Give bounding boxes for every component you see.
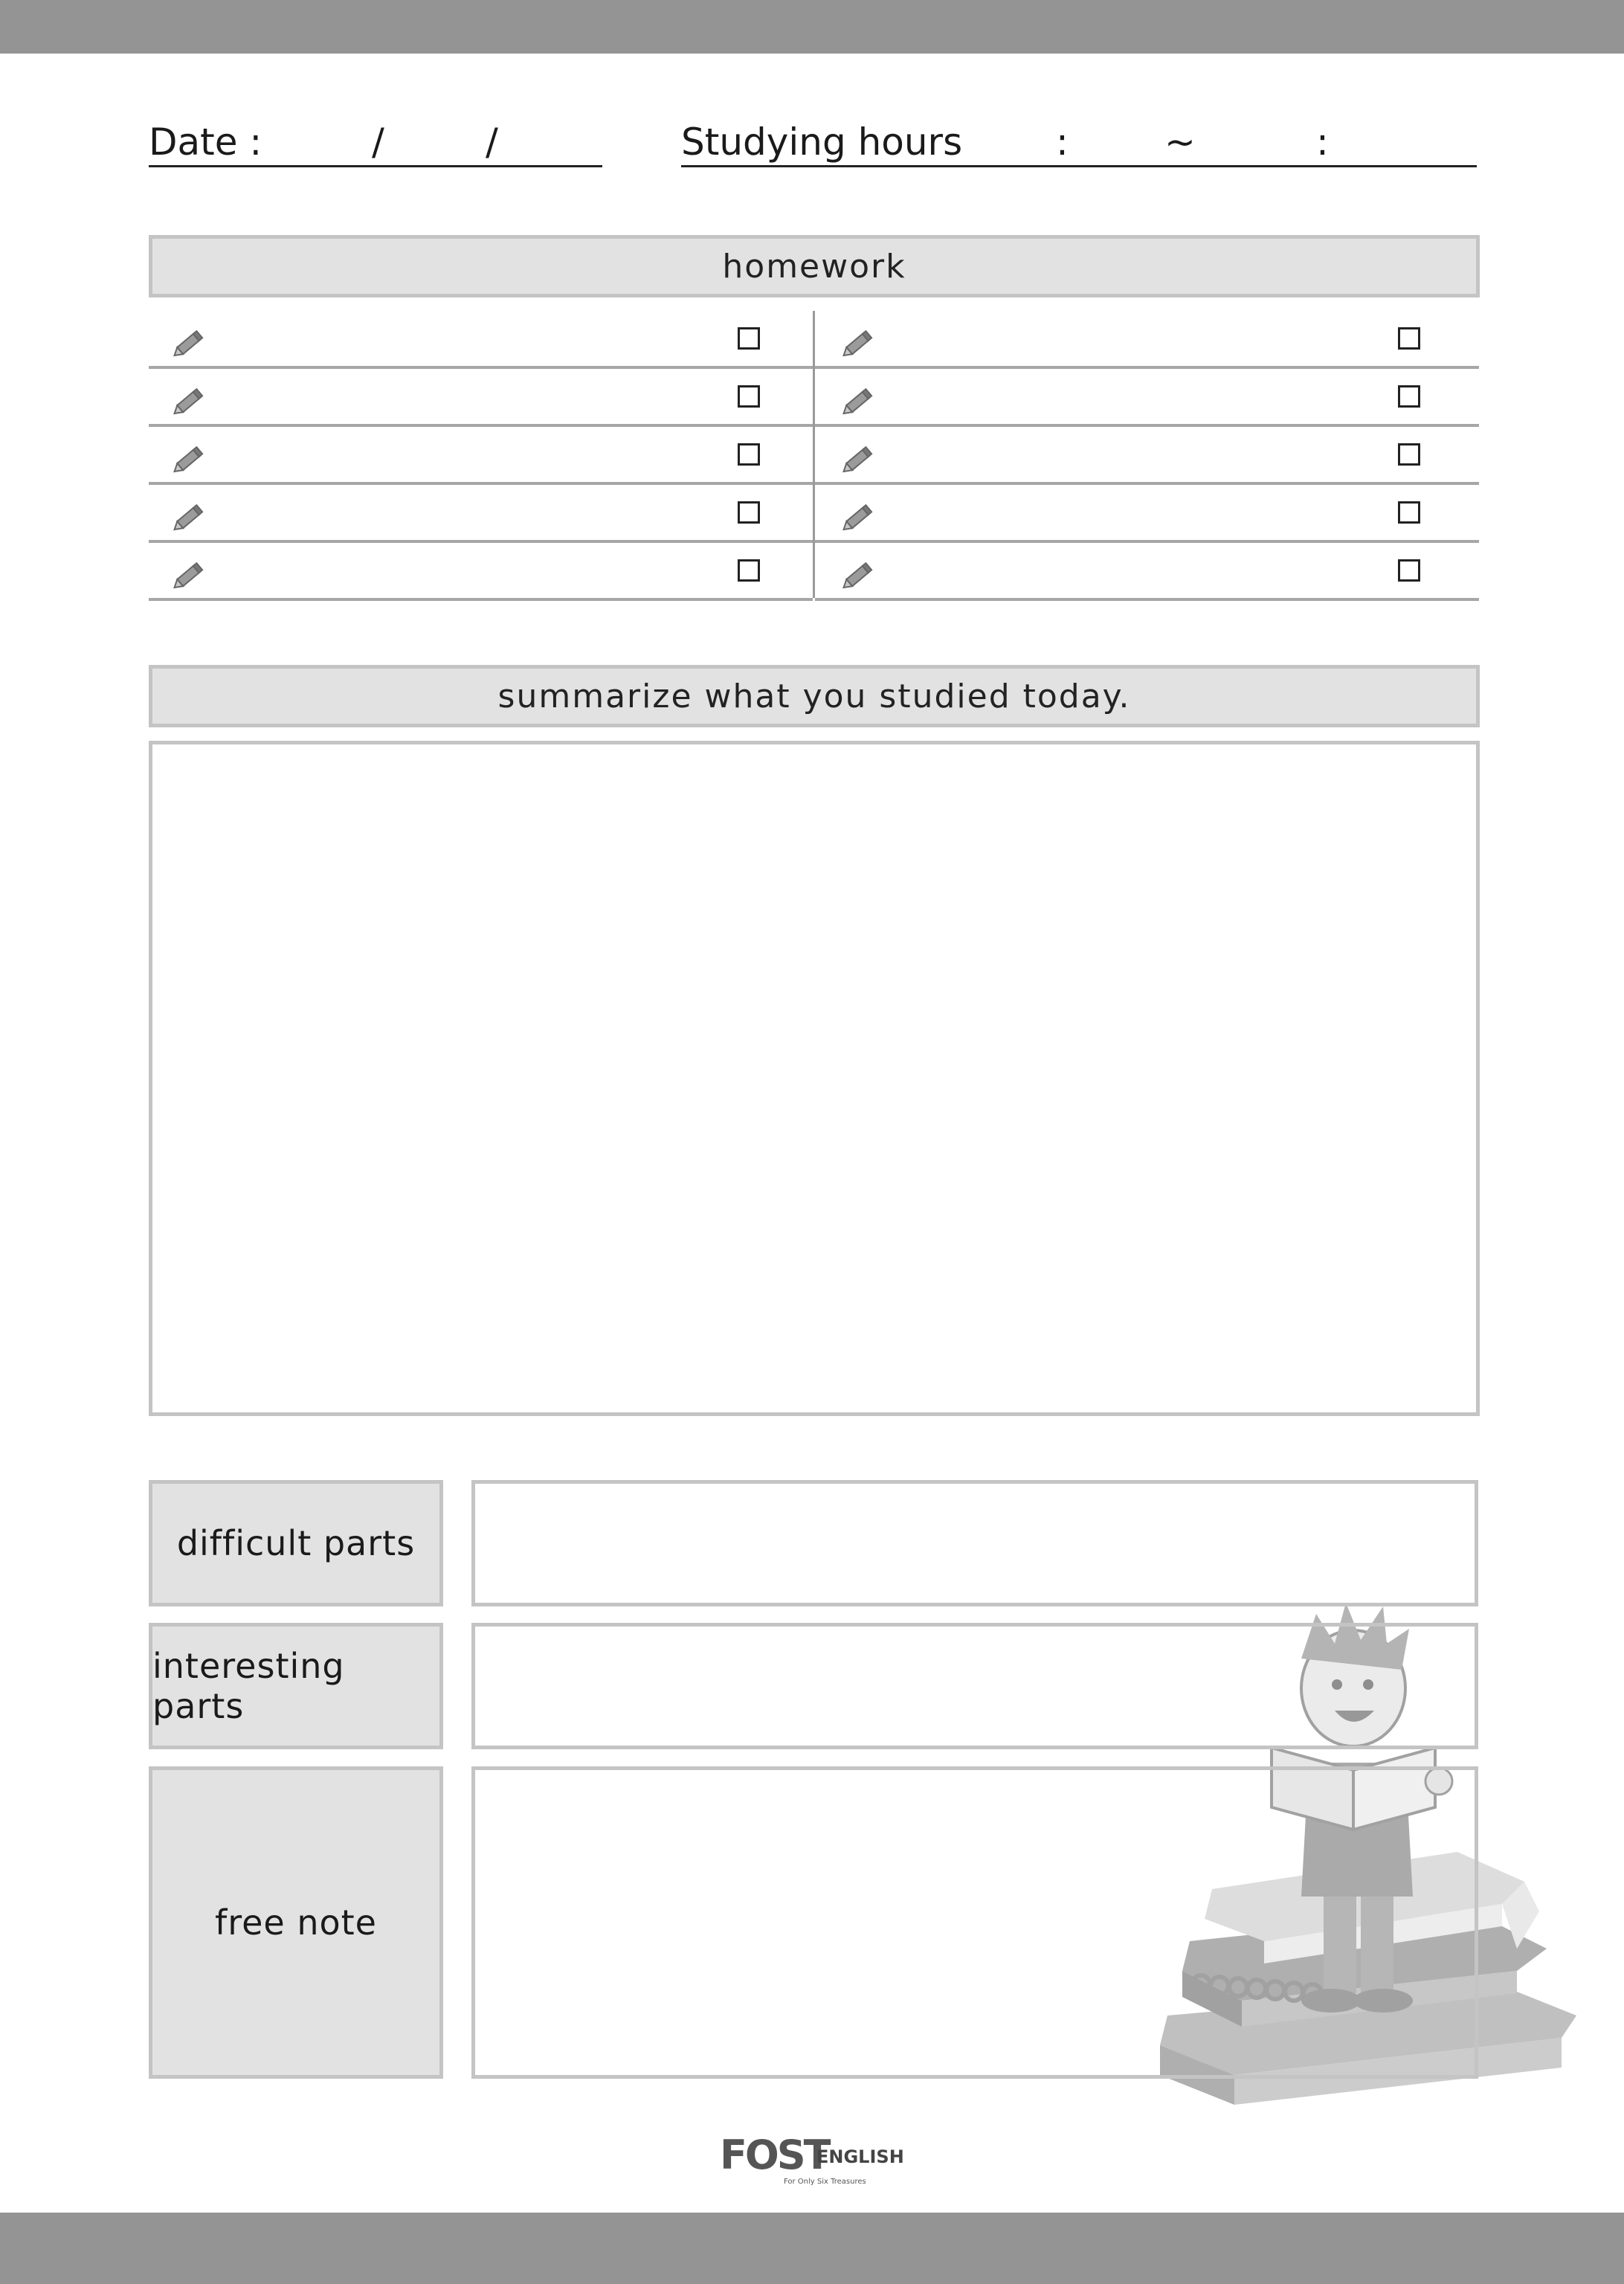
homework-checkbox[interactable] bbox=[1398, 385, 1420, 408]
homework-item[interactable] bbox=[815, 543, 1479, 601]
homework-checkbox[interactable] bbox=[1398, 327, 1420, 350]
summary-title: summarize what you studied today. bbox=[149, 665, 1480, 727]
homework-item[interactable] bbox=[149, 543, 813, 601]
homework-title: homework bbox=[149, 235, 1480, 297]
homework-item[interactable] bbox=[149, 311, 813, 369]
difficult-parts-label: difficult parts bbox=[149, 1480, 443, 1606]
difficult-parts-writing-area[interactable] bbox=[471, 1480, 1478, 1606]
homework-item[interactable] bbox=[815, 427, 1479, 485]
logo-english-text: ENGLISH bbox=[816, 2146, 904, 2167]
bottom-border-bar bbox=[0, 2213, 1624, 2284]
pencil-icon bbox=[173, 443, 208, 473]
pencil-icon bbox=[173, 385, 208, 415]
date-separator: / bbox=[486, 120, 498, 164]
pencil-icon bbox=[842, 559, 877, 589]
pencil-icon bbox=[173, 327, 208, 357]
homework-checkbox[interactable] bbox=[1398, 501, 1420, 524]
logo-tagline: For Only Six Treasures bbox=[784, 2178, 866, 2186]
pencil-icon bbox=[842, 385, 877, 415]
homework-checkbox[interactable] bbox=[738, 385, 760, 408]
pencil-icon bbox=[842, 327, 877, 357]
homework-checkbox[interactable] bbox=[738, 327, 760, 350]
studying-hours-field[interactable] bbox=[681, 112, 1477, 167]
date-field[interactable] bbox=[149, 112, 602, 167]
top-border-bar bbox=[0, 0, 1624, 54]
homework-checkbox[interactable] bbox=[1398, 559, 1420, 582]
free-note-label: free note bbox=[149, 1766, 443, 2079]
date-separator: / bbox=[372, 120, 384, 164]
hours-colon: : bbox=[1316, 120, 1329, 164]
homework-checkbox[interactable] bbox=[738, 501, 760, 524]
homework-checkbox[interactable] bbox=[1398, 443, 1420, 466]
summary-writing-area[interactable] bbox=[149, 741, 1480, 1416]
homework-item[interactable] bbox=[149, 427, 813, 485]
homework-column-left bbox=[149, 311, 813, 598]
studying-hours-label: Studying hours bbox=[681, 120, 963, 164]
hours-colon: : bbox=[1056, 120, 1069, 164]
interesting-parts-label: interesting parts bbox=[149, 1623, 443, 1749]
homework-item[interactable] bbox=[815, 369, 1479, 427]
pencil-icon bbox=[173, 501, 208, 531]
homework-item[interactable] bbox=[815, 311, 1479, 369]
homework-checkbox[interactable] bbox=[738, 559, 760, 582]
pencil-icon bbox=[842, 443, 877, 473]
interesting-parts-writing-area[interactable] bbox=[471, 1623, 1478, 1749]
homework-column-right bbox=[813, 311, 1479, 598]
logo-wordmark: FOST bbox=[720, 2132, 829, 2178]
pencil-icon bbox=[173, 559, 208, 589]
pencil-icon bbox=[842, 501, 877, 531]
date-label: Date : bbox=[149, 120, 262, 164]
homework-item[interactable] bbox=[149, 369, 813, 427]
homework-item[interactable] bbox=[815, 485, 1479, 543]
homework-checkbox[interactable] bbox=[738, 443, 760, 466]
homework-item[interactable] bbox=[149, 485, 813, 543]
hours-tilde: ~ bbox=[1164, 120, 1196, 164]
homework-list bbox=[149, 311, 1477, 598]
fost-english-logo bbox=[720, 2132, 913, 2191]
free-note-writing-area[interactable] bbox=[471, 1766, 1478, 2079]
